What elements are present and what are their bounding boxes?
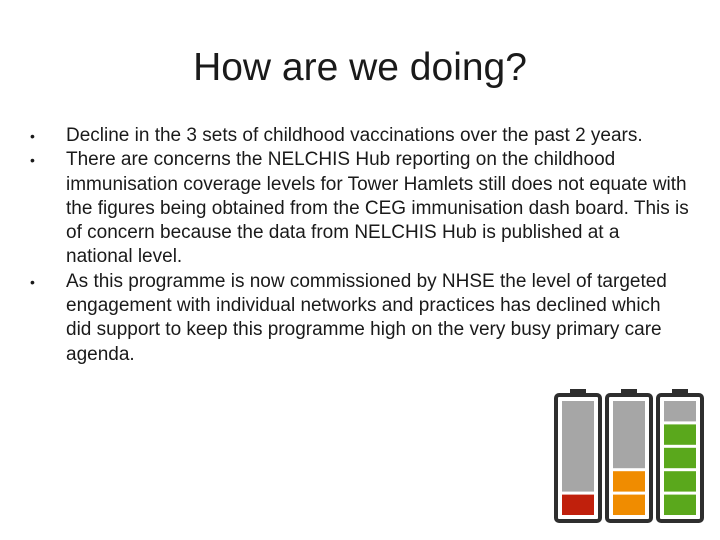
bullet-item: [30, 270, 690, 367]
bullet-list: [30, 124, 690, 367]
battery-empty-area: [613, 401, 645, 468]
battery-high-icon: [658, 389, 702, 521]
bullet-text: Decline in the 3 sets of childhood vaccinations over the past 2 years.: [66, 125, 643, 146]
battery-charge-cell: [613, 495, 645, 515]
battery-charge-cell: [664, 448, 696, 468]
battery-charge-cell: [664, 495, 696, 515]
battery-charge-cell: [664, 471, 696, 491]
bullet-icon: •: [30, 152, 35, 169]
battery-charge-cell: [664, 424, 696, 444]
bullet-text: There are concerns the NELCHIS Hub reporting on the childhood immunisation coverage levels for Tower Hamlets still does not equate with the figures being obtained from the CEG immunisation dash board. This is of concern because the data from NELCHIS Hub is published at a national level.: [66, 149, 689, 268]
battery-empty-area: [664, 401, 696, 421]
battery-empty-area: [562, 401, 594, 492]
bullet-icon: •: [30, 128, 35, 144]
battery-medium-icon: [607, 389, 651, 521]
bullet-item: [30, 148, 690, 269]
battery-charge-cell: [562, 495, 594, 515]
bullet-icon: •: [30, 273, 35, 290]
battery-charge-cell: [613, 471, 645, 491]
battery-level-icons: [554, 388, 720, 528]
bullet-item: [30, 124, 690, 148]
bullet-text: As this programme is now commissioned by NHSE the level of targeted engagement with individual networks and practices has declined which did support to keep this programme high on the very busy primary care agenda.: [66, 270, 667, 365]
slide-title: How are we doing?: [193, 46, 527, 89]
battery-low-icon: [556, 389, 600, 521]
